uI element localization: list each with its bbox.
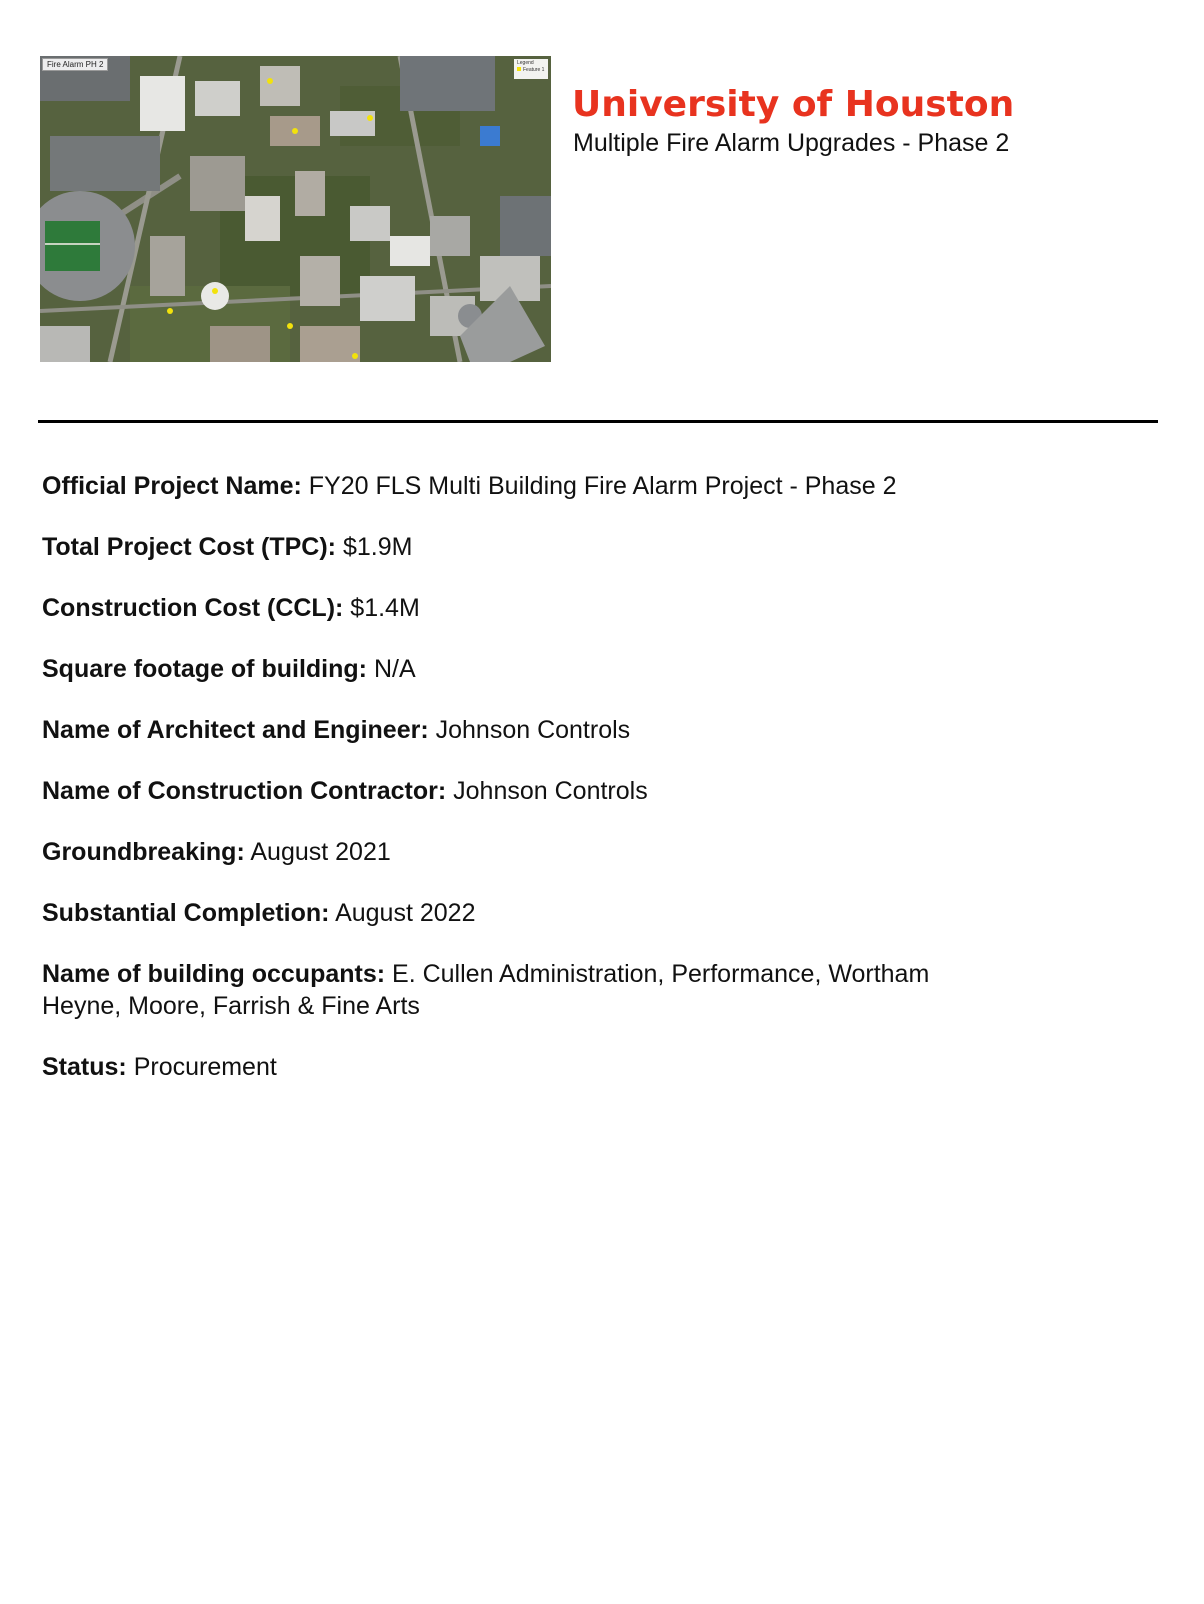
aerial-map-image [40, 56, 551, 362]
field-square-footage [42, 653, 1122, 685]
field-label: Substantial Completion: [42, 899, 330, 927]
field-architect-engineer [42, 714, 1122, 746]
field-value: E. Cullen Administration, Performance, Wortham [392, 960, 930, 988]
field-value: $1.9M [342, 533, 413, 561]
map-title: Fire Alarm PH 2 [42, 58, 108, 71]
field-construction-contractor [42, 775, 1122, 807]
field-value: N/A [373, 655, 416, 683]
project-details [42, 470, 1122, 1112]
field-building-occupants [42, 958, 1122, 1022]
field-label: Total Project Cost (TPC): [42, 533, 336, 561]
field-label: Square footage of building: [42, 655, 367, 683]
field-value-continued: Heyne, Moore, Farrish & Fine Arts [42, 992, 420, 1020]
field-status [42, 1051, 1122, 1083]
map-legend-item: Feature 1 [517, 67, 545, 74]
field-construction-cost [42, 592, 1122, 624]
field-label: Status: [42, 1053, 127, 1081]
fire-alarm-marker [367, 115, 373, 121]
field-value: FY20 FLS Multi Building Fire Alarm Project - Phase 2 [308, 472, 897, 500]
field-official-project-name [42, 470, 1122, 502]
field-label: Groundbreaking: [42, 838, 245, 866]
page-subtitle: Multiple Fire Alarm Upgrades - Phase 2 [573, 129, 1010, 157]
fire-alarm-marker [212, 288, 218, 294]
field-groundbreaking [42, 836, 1122, 868]
field-value: Procurement [133, 1053, 277, 1081]
field-value: August 2022 [335, 899, 476, 927]
field-total-project-cost [42, 531, 1122, 563]
campus-aerial-map [40, 56, 551, 362]
fire-alarm-marker [287, 323, 293, 329]
fire-alarm-marker [292, 128, 298, 134]
field-substantial-completion [42, 897, 1122, 929]
fire-alarm-marker [352, 353, 358, 359]
map-legend [514, 59, 548, 79]
map-legend-title: Legend [517, 60, 534, 66]
field-value: Johnson Controls [453, 777, 648, 805]
fire-alarm-marker [267, 78, 273, 84]
field-label: Construction Cost (CCL): [42, 594, 344, 622]
field-value: August 2021 [250, 838, 391, 866]
field-value: $1.4M [350, 594, 420, 622]
field-label: Name of building occupants: [42, 960, 386, 988]
header-divider [38, 420, 1158, 423]
field-label: Name of Construction Contractor: [42, 777, 447, 805]
page-title: University of Houston [572, 84, 1015, 125]
field-label: Name of Architect and Engineer: [42, 716, 429, 744]
field-value: Johnson Controls [435, 716, 631, 744]
field-label: Official Project Name: [42, 472, 302, 500]
fire-alarm-marker [167, 308, 173, 314]
